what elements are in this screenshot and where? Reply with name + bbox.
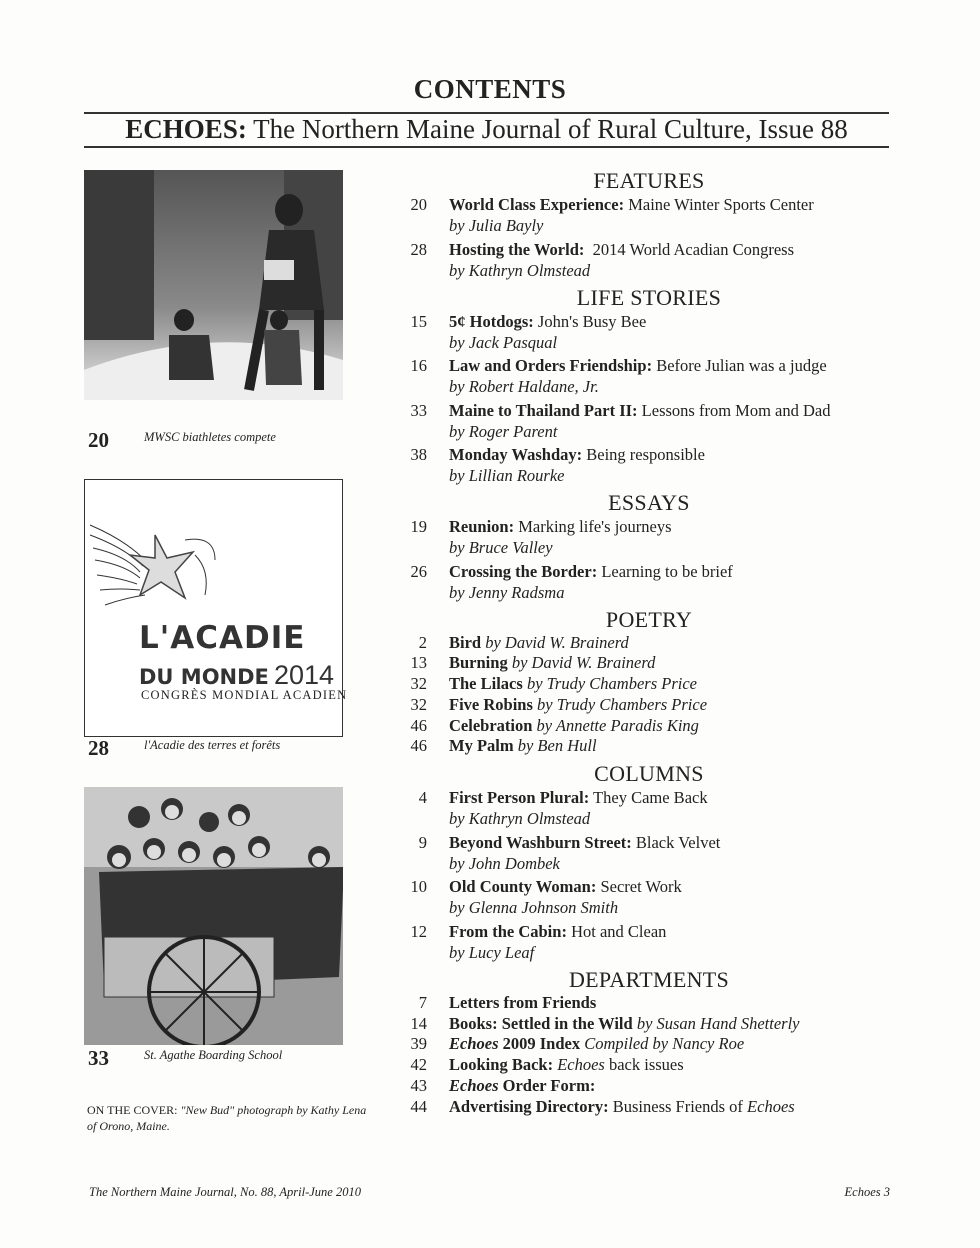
entry-title-part: Law and Orders Friendship:: [449, 356, 653, 375]
entry-page: 10: [410, 877, 427, 897]
entry-page: 43: [410, 1075, 427, 1095]
entry-title-part: 5¢ Hotdogs:: [449, 311, 534, 331]
entry-page: 44: [410, 1096, 427, 1116]
toc-entry[interactable]: [395, 400, 915, 442]
entry-page: 46: [410, 715, 427, 735]
entry-author: by Julia Bayly: [449, 216, 544, 235]
toc-entry[interactable]: [395, 1034, 915, 1055]
entry-title-part: Letters from Friends: [449, 992, 597, 1012]
toc-entry[interactable]: [395, 876, 915, 918]
entry-page: 19: [410, 517, 427, 536]
page-title: CONTENTS: [413, 74, 567, 104]
entry-title-part: back issues: [604, 1055, 684, 1075]
toc-entry[interactable]: [395, 1076, 915, 1097]
entry-title-part: The Lilacs: [449, 674, 523, 694]
toc-entry[interactable]: [395, 311, 915, 353]
acadie-logo: [84, 479, 348, 737]
entry-author: by Roger Parent: [449, 421, 558, 441]
entry-title-part: Being responsible: [582, 445, 705, 464]
entry-page: 46: [410, 736, 427, 756]
toc-entry[interactable]: [395, 921, 915, 963]
entry-author: by Kathryn Olmstead: [449, 809, 591, 829]
entry-page: 32: [410, 674, 427, 694]
logo-line1: L'ACADIE: [139, 620, 306, 656]
entry-title-part: Reunion:: [449, 517, 515, 536]
toc-entry[interactable]: [395, 239, 915, 281]
entry-page: 38: [410, 445, 427, 464]
entry-title-part: Learning to be brief: [597, 561, 733, 581]
biathletes-photo: [84, 170, 343, 400]
toc-entry[interactable]: [395, 716, 915, 737]
entry-title-part: Maine to Thailand Part II:: [449, 400, 638, 420]
entry-author: by Lucy Leaf: [449, 942, 535, 962]
entry-title-part: by Annette Paradis King: [532, 715, 699, 735]
toc-entry[interactable]: [395, 1097, 915, 1118]
entry-title-part: Celebration: [449, 715, 533, 735]
entry-title-part: They Came Back: [589, 788, 708, 808]
entry-title-part: Looking Back:: [449, 1055, 554, 1075]
logo-line2: [139, 660, 334, 691]
cover-text: "New Bud" photograph by Kathy Lena of Orono, Maine.: [87, 1103, 367, 1133]
entry-title-part: Echoes: [449, 1034, 499, 1054]
entry-author: by Robert Haldane, Jr.: [449, 377, 599, 396]
caption-page: 28: [88, 736, 109, 760]
entry-title-part: John's Busy Bee: [533, 311, 647, 331]
cover-label: ON THE COVER:: [87, 1103, 178, 1117]
entry-title-part: Beyond Washburn Street:: [449, 832, 632, 852]
caption-page: 33: [88, 1046, 109, 1070]
journal-title: [84, 114, 889, 145]
toc-entry[interactable]: [395, 1055, 915, 1076]
toc-entry[interactable]: [395, 674, 915, 695]
logo-line3: CONGRÈS MONDIAL ACADIEN: [141, 688, 348, 702]
entry-title-part: Echoes: [553, 1055, 605, 1075]
caption-page: 20: [88, 428, 109, 452]
entry-title-part: by David W. Brainerd: [481, 632, 629, 652]
entry-page: 20: [410, 195, 427, 214]
caption-text: l'Acadie des terres et forêts: [144, 738, 281, 752]
entry-page: 42: [410, 1055, 427, 1075]
entry-title-part: Crossing the Border:: [449, 561, 598, 581]
toc-entry[interactable]: [395, 653, 915, 674]
table-of-contents: [395, 164, 915, 1118]
entry-author: by Glenna Johnson Smith: [449, 898, 619, 918]
entry-title-part: by David W. Brainerd: [507, 653, 656, 673]
section-heading: COLUMNS: [594, 761, 704, 787]
entry-page: 2: [418, 632, 427, 652]
toc-entry[interactable]: [395, 633, 915, 654]
entry-title-part: Marking life's journeys: [514, 517, 672, 536]
toc-entry[interactable]: [395, 993, 915, 1014]
entry-title-part: Echoes: [747, 1096, 795, 1116]
entry-page: 12: [410, 921, 427, 941]
toc-entry[interactable]: [395, 194, 915, 236]
entry-title-part: by Susan Hand Shetterly: [632, 1013, 800, 1033]
entry-page: 9: [418, 832, 427, 852]
entry-title-part: Hot and Clean: [566, 921, 667, 941]
entry-title-part: Bird: [449, 632, 482, 652]
entry-title-part: by Trudy Chambers Price: [532, 694, 708, 714]
divider: [84, 146, 889, 148]
caption-text: St. Agathe Boarding School: [144, 1048, 283, 1062]
toc-entry[interactable]: [395, 561, 915, 603]
caption-text: MWSC biathletes compete: [144, 430, 276, 444]
logo-du-monde: DU MONDE: [139, 665, 269, 689]
entry-title-part: World Class Experience:: [449, 195, 625, 214]
entry-page: 16: [410, 356, 427, 375]
entry-page: 26: [410, 561, 427, 581]
section-heading: ESSAYS: [608, 490, 690, 515]
toc-entry[interactable]: [395, 444, 915, 486]
entry-page: 14: [410, 1013, 427, 1033]
journal-subtitle: The Northern Maine Journal of Rural Culture, Issue 88: [246, 114, 848, 144]
entry-page: 4: [418, 788, 427, 808]
entry-title-part: Compiled by Nancy Roe: [580, 1034, 745, 1054]
entry-title-part: Books: Settled in the Wild: [449, 1013, 633, 1033]
entry-title-part: Secret Work: [596, 877, 682, 897]
logo-year: 2014: [274, 660, 335, 690]
entry-title-part: Business Friends of: [608, 1096, 748, 1116]
entry-title-part: Before Julian was a judge: [652, 356, 827, 375]
entry-page: 13: [410, 653, 427, 673]
entry-title-part: Maine Winter Sports Center: [624, 195, 814, 214]
toc-entry[interactable]: [395, 516, 915, 558]
entry-title-part: First Person Plural:: [449, 788, 590, 808]
entry-page: 32: [410, 694, 427, 714]
footer-journal: The Northern Maine Journal, No. 88, April-June 2010: [89, 1185, 361, 1199]
section-heading: POETRY: [605, 606, 693, 632]
toc-entry[interactable]: [395, 787, 915, 829]
entry-title-part: My Palm: [449, 736, 514, 756]
entry-title-part: by Trudy Chambers Price: [522, 674, 697, 694]
entry-title-part: Lessons from Mom and Dad: [637, 400, 831, 420]
section-heading: LIFE STORIES: [576, 284, 722, 310]
cover-credit: [87, 1102, 377, 1134]
entry-page: 39: [410, 1034, 427, 1054]
entry-title-part: 2014 World Acadian Congress: [584, 239, 795, 259]
entry-page: 7: [418, 992, 427, 1012]
entry-author: by Kathryn Olmstead: [449, 260, 591, 280]
entry-title-part: From the Cabin:: [449, 921, 567, 941]
entry-title-part: Echoes: [449, 1075, 499, 1095]
section-heading: DEPARTMENTS: [568, 966, 730, 992]
entry-title-part: Burning: [449, 653, 508, 673]
entry-title-part: Old County Woman:: [449, 877, 597, 897]
entry-page: 28: [410, 239, 427, 259]
entry-title-part: by Ben Hull: [513, 736, 597, 756]
toc-entry[interactable]: [395, 736, 915, 757]
journal-name: ECHOES:: [125, 114, 247, 144]
boarding-school-photo: [84, 787, 343, 1045]
entry-title-part: 2009 Index: [498, 1034, 581, 1054]
entry-title-part: Five Robins: [449, 694, 533, 714]
entry-author: by Jack Pasqual: [449, 332, 558, 352]
entry-author: by Jenny Radsma: [449, 582, 565, 602]
entry-author: by Bruce Valley: [449, 538, 553, 557]
entry-author: by John Dombek: [449, 853, 560, 873]
toc-entry[interactable]: [395, 832, 915, 874]
entry-page: 33: [410, 400, 427, 420]
entry-author: by Lillian Rourke: [449, 466, 565, 485]
entry-title-part: Monday Washday:: [449, 445, 583, 464]
entry-title-part: Hosting the World:: [449, 239, 585, 259]
footer-page: Echoes 3: [844, 1185, 890, 1199]
toc-entry[interactable]: [395, 355, 915, 397]
entry-title-part: Advertising Directory:: [449, 1096, 609, 1116]
entry-title-part: Black Velvet: [631, 832, 721, 852]
toc-entry[interactable]: [395, 1014, 915, 1035]
entry-page: 15: [410, 311, 427, 331]
entry-title-part: Order Form:: [498, 1075, 596, 1095]
toc-entry[interactable]: [395, 695, 915, 716]
section-heading: FEATURES: [593, 168, 705, 193]
